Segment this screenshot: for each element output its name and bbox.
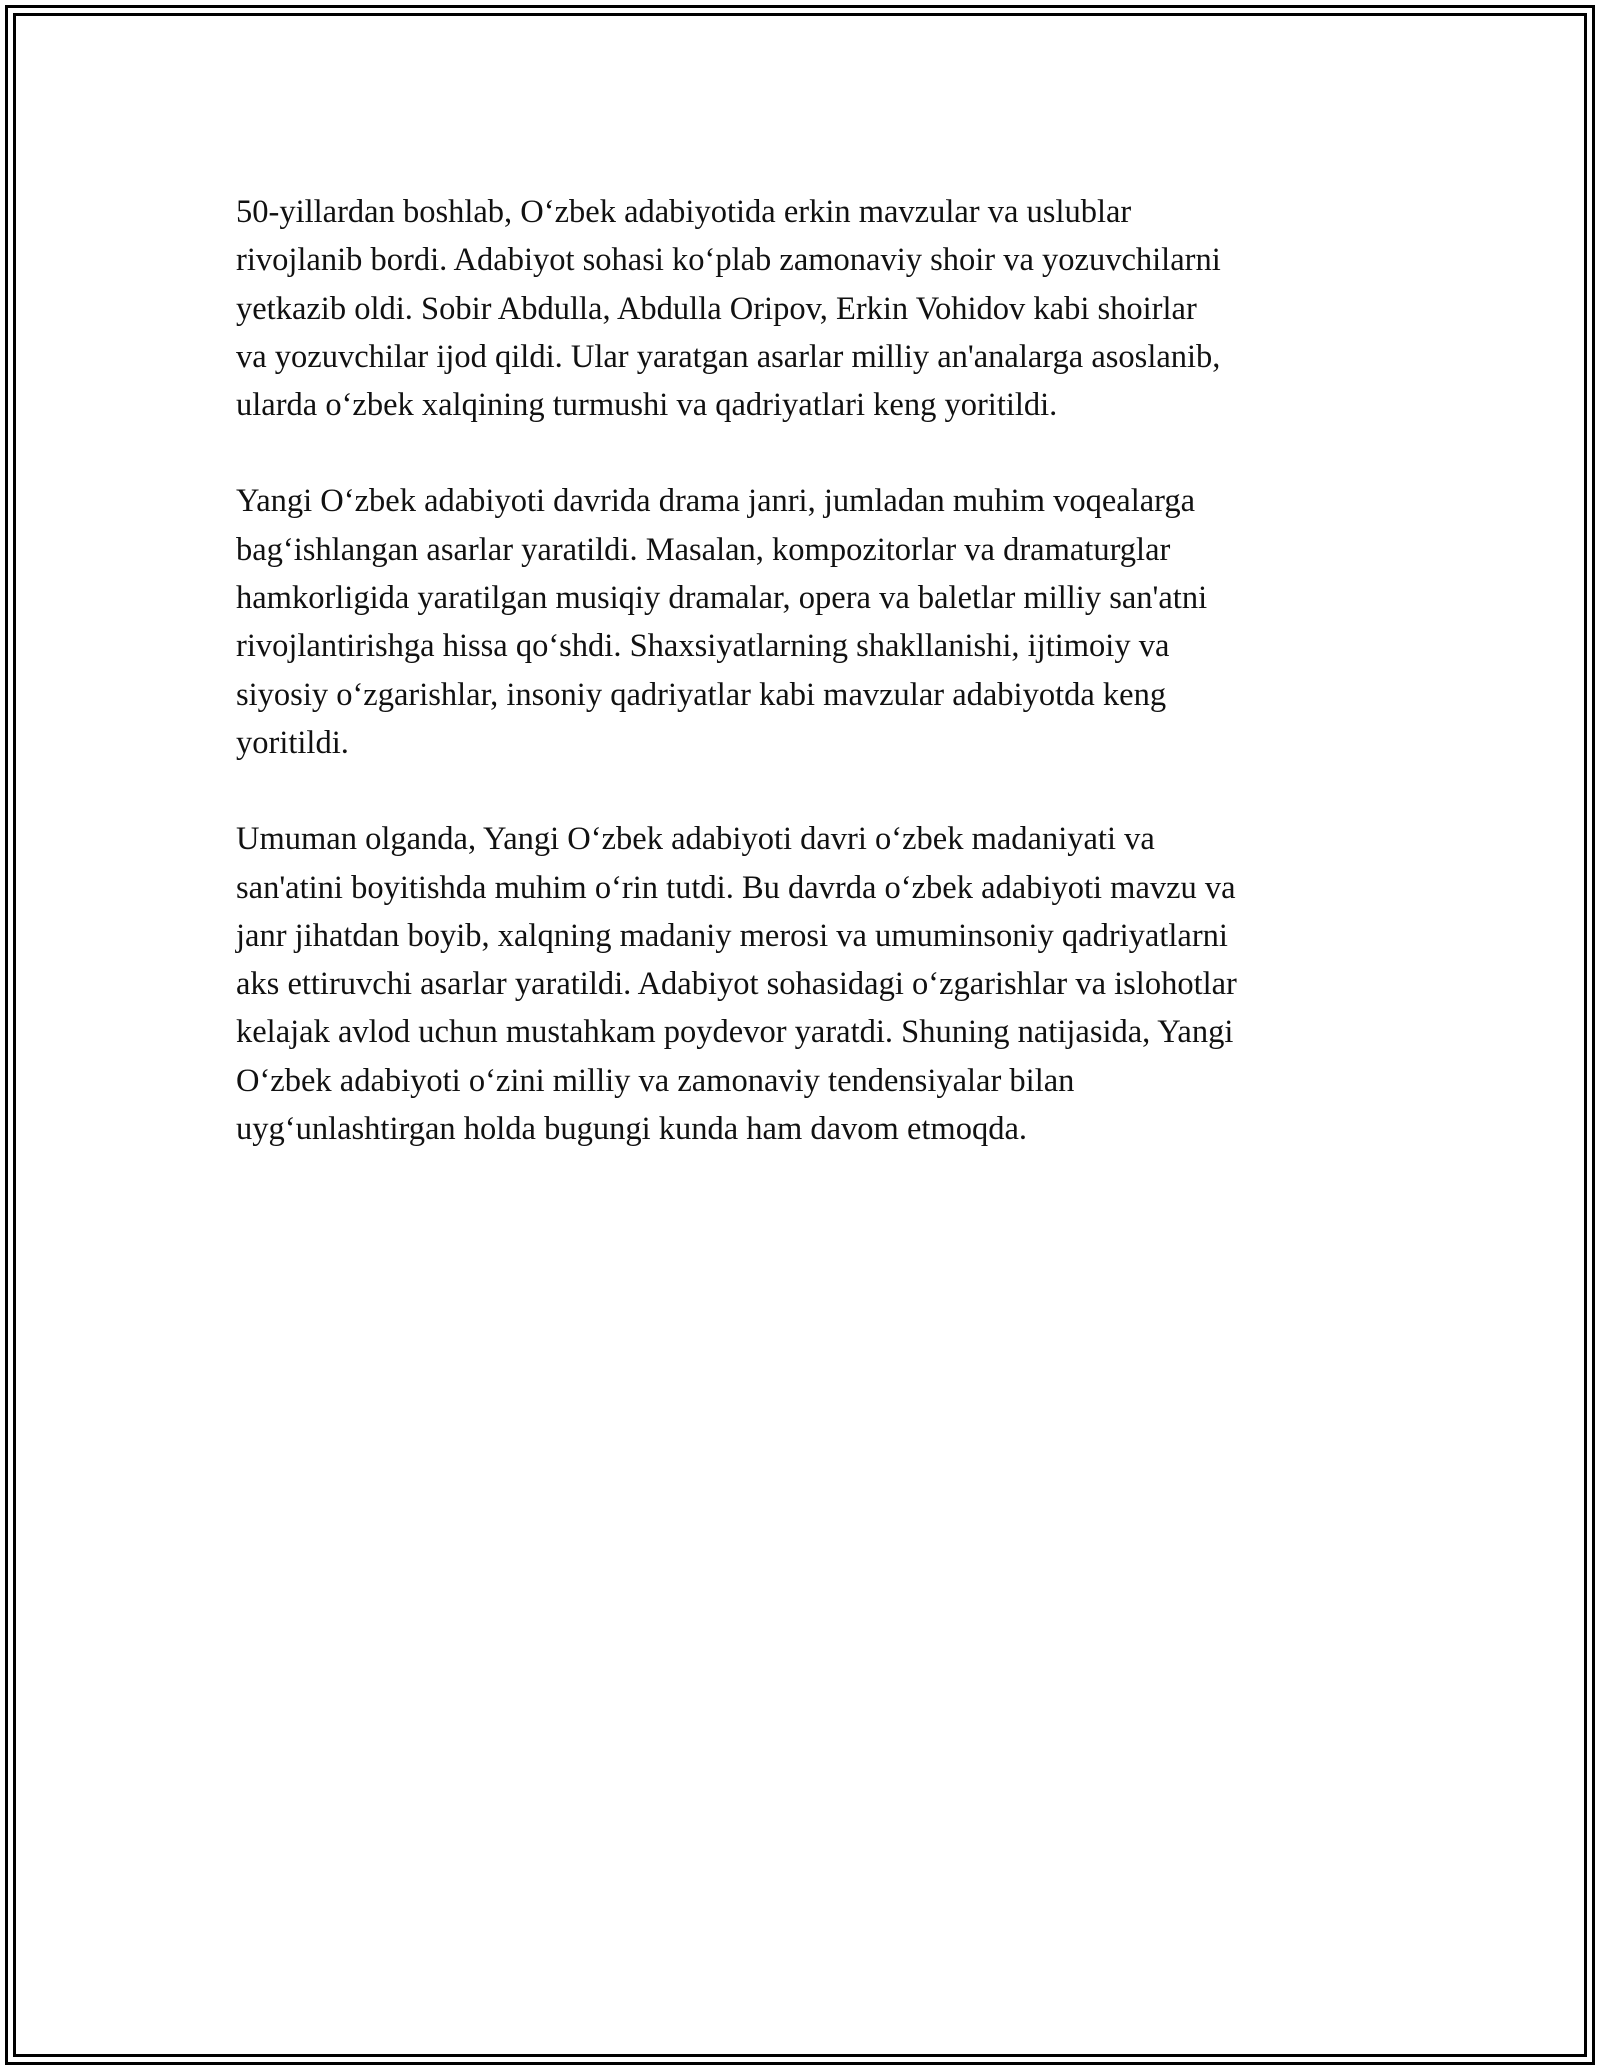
paragraph-3: Umuman olganda, Yangi O‘zbek adabiyoti davri o‘zbek madaniyati va san'atini boyitishda muhim o‘rin tutdi. Bu davrda o‘zbek adabiyoti mavzu va janr jihatdan boyib, xalqning madaniy merosi va umuminsoniy qadriyatlarni aks ettiruvchi asarlar yaratildi. Adabiyot sohasidagi o‘zgarishlar va islohotlar kelajak avlod uchun mustahkam poydevor yaratdi. Shuning natijasida, Yangi O‘zbek adabiyoti o‘zini milliy va zamonaviy tendensiyalar bilan uyg‘unlashtirgan holda bugungi kunda ham davom etmoqda. — [236, 821, 1237, 1148]
paragraph-2: Yangi O‘zbek adabiyoti davrida drama janri, jumladan muhim voqealarga bag‘ishlangan asarlar yaratildi. Masalan, kompozitorlar va dramaturglar hamkorligida yaratilgan musiqiy dramalar, opera va baletlar milliy san'atni rivojlantirishga hissa qo‘shdi. Shaxsiyatlarning shakllanishi, ijtimoiy va siyosiy o‘zgarishlar, insoniy qadriyatlar kabi mavzular adabiyotda keng yoritildi. — [236, 483, 1208, 761]
paragraph-1: 50-yillardan boshlab, O‘zbek adabiyotida erkin mavzular va uslublar rivojlanib bordi. Adabiyot sohasi ko‘plab zamonaviy shoir va yozuvchilarni yetkazib oldi. Sobir Abdulla, Abdulla Oripov, Erkin Vohidov kabi shoirlar va yozuvchilar ijod qildi. Ular yaratgan asarlar milliy an'analarga asoslanib, ularda o‘zbek xalqining turmushi va qadriyatlari keng yoritildi. — [236, 194, 1221, 424]
document-body — [236, 188, 1386, 1201]
